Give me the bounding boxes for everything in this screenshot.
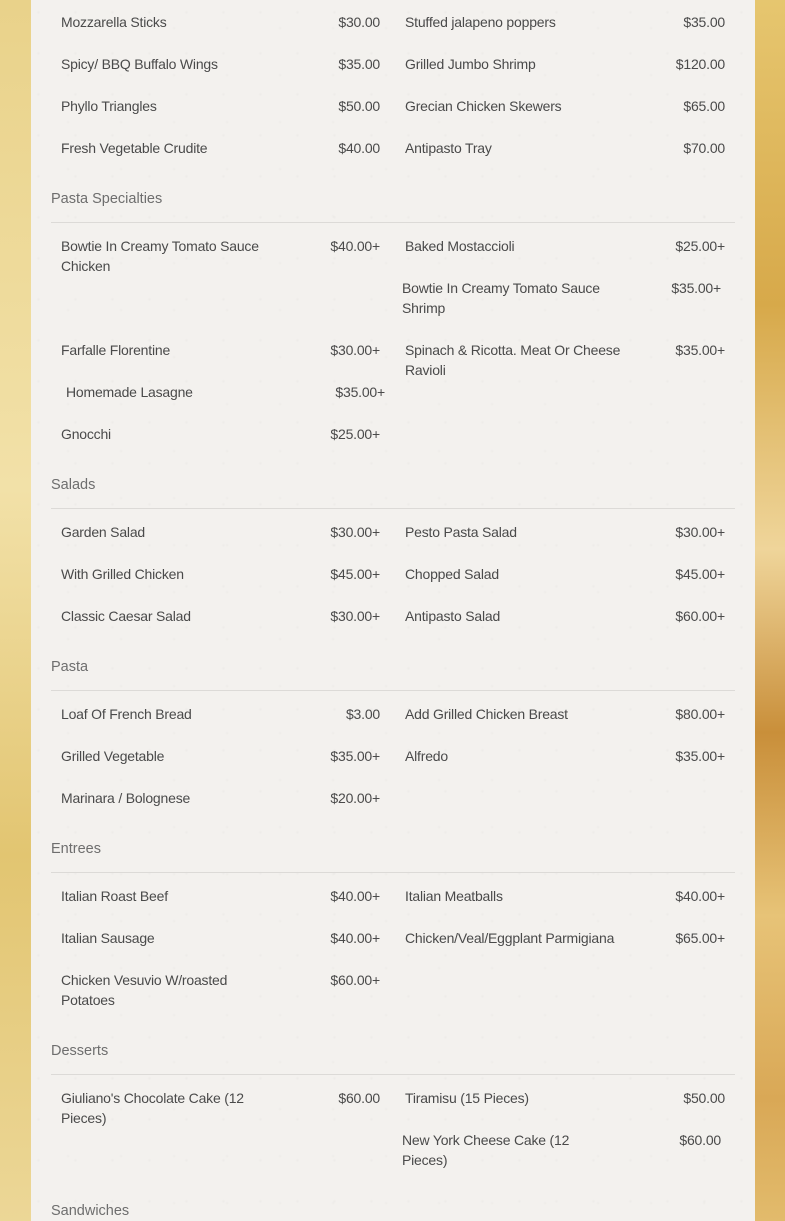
background-right-photo (755, 0, 785, 1221)
menu-item (405, 54, 725, 74)
section-divider (51, 1074, 735, 1075)
menu-item (61, 788, 381, 808)
menu-item (405, 236, 725, 256)
item-name: Grilled Jumbo Shrimp (405, 56, 536, 72)
section-title-entrees: Entrees (51, 841, 101, 857)
item-name: Chopped Salad (405, 566, 499, 582)
item-price: $35.00+ (330, 748, 380, 764)
menu-item (405, 96, 725, 116)
item-name: Bowtie In Creamy Tomato Sauce Chicken (61, 238, 259, 274)
item-name: With Grilled Chicken (61, 566, 184, 582)
section-title-salads: Salads (51, 477, 96, 493)
item-name: Baked Mostaccioli (405, 238, 515, 254)
item-price: $40.00+ (675, 888, 725, 904)
item-name: Spinach & Ricotta. Meat Or Cheese Ravioli (405, 342, 621, 378)
item-price: $70.00 (683, 140, 725, 156)
menu-item (405, 704, 725, 724)
item-name: Antipasto Salad (405, 608, 501, 624)
menu-item (405, 138, 725, 158)
item-name: Fresh Vegetable Crudite (61, 140, 208, 156)
item-price: $60.00+ (675, 608, 725, 624)
item-price: $45.00+ (675, 566, 725, 582)
section-title-pasta-specialties: Pasta Specialties (51, 191, 163, 207)
item-price: $45.00+ (330, 566, 380, 582)
item-price: $40.00 (338, 140, 380, 156)
item-price: $50.00 (338, 98, 380, 114)
menu-item (61, 886, 381, 906)
menu-item (61, 340, 381, 360)
item-price: $35.00+ (675, 342, 725, 358)
menu-panel (31, 0, 755, 1221)
menu-item (61, 704, 381, 724)
item-price: $3.00 (345, 706, 380, 722)
item-price: $80.00+ (675, 706, 725, 722)
item-name: Pesto Pasta Salad (405, 524, 517, 540)
menu-item (405, 12, 725, 32)
item-price: $25.00+ (675, 238, 725, 254)
item-name: Marinara / Bolognese (61, 790, 191, 806)
item-name: Alfredo (405, 748, 448, 764)
item-price: $20.00+ (330, 790, 380, 806)
menu-item (405, 606, 725, 626)
item-price: $40.00+ (330, 238, 380, 254)
item-name: Homemade Lasagne (66, 384, 193, 400)
section-title-pasta: Pasta (51, 659, 89, 675)
item-name: Grilled Vegetable (61, 748, 165, 764)
item-name: Garden Salad (61, 524, 145, 540)
item-name: Chicken Vesuvio W/roasted Potatoes (61, 972, 228, 1008)
item-price: $120.00 (675, 56, 725, 72)
menu-item (405, 886, 725, 906)
menu-item (61, 564, 381, 584)
item-price: $30.00+ (675, 524, 725, 540)
item-price: $30.00+ (330, 608, 380, 624)
item-name: Spicy/ BBQ Buffalo Wings (61, 56, 218, 72)
menu-item (405, 340, 725, 380)
item-name: Stuffed jalapeno poppers (405, 14, 556, 30)
menu-item (61, 12, 381, 32)
item-price: $50.00 (683, 1090, 725, 1106)
item-price: $40.00+ (330, 888, 380, 904)
item-name: Italian Roast Beef (61, 888, 168, 904)
menu-item (61, 424, 381, 444)
menu-item (61, 138, 381, 158)
menu-item (405, 928, 725, 948)
menu-item (405, 1088, 725, 1108)
item-price: $35.00+ (671, 280, 721, 296)
item-name: New York Cheese Cake (12 Pieces) (402, 1132, 570, 1168)
item-price: $35.00+ (335, 384, 385, 400)
section-divider (51, 222, 735, 223)
item-name: Farfalle Florentine (61, 342, 171, 358)
item-price: $30.00 (338, 14, 380, 30)
background-left-photo (0, 0, 31, 1221)
item-name: Tiramisu (15 Pieces) (405, 1090, 529, 1106)
menu-item (405, 746, 725, 766)
item-name: Chicken/Veal/Eggplant Parmigiana (405, 930, 615, 946)
menu-item (61, 970, 381, 1010)
menu-item (61, 746, 381, 766)
item-price: $35.00+ (675, 748, 725, 764)
item-name: Mozzarella Sticks (61, 14, 167, 30)
item-name: Add Grilled Chicken Breast (405, 706, 568, 722)
item-price: $30.00+ (330, 342, 380, 358)
menu-item (405, 522, 725, 542)
item-name: Phyllo Triangles (61, 98, 157, 114)
item-price: $65.00 (683, 98, 725, 114)
item-price: $60.00+ (330, 972, 380, 988)
menu-item (61, 928, 381, 948)
item-name: Giuliano's Chocolate Cake (12 Pieces) (61, 1090, 244, 1126)
item-price: $35.00 (338, 56, 380, 72)
menu-item (61, 1088, 381, 1128)
menu-item (61, 522, 381, 542)
item-price: $65.00+ (675, 930, 725, 946)
section-divider (51, 508, 735, 509)
item-price: $40.00+ (330, 930, 380, 946)
item-name: Loaf Of French Bread (61, 706, 192, 722)
item-price: $35.00 (683, 14, 725, 30)
item-name: Grecian Chicken Skewers (405, 98, 562, 114)
menu-item (61, 606, 381, 626)
menu-item (402, 278, 722, 318)
item-price: $25.00+ (330, 426, 380, 442)
item-name: Classic Caesar Salad (61, 608, 191, 624)
section-title-desserts: Desserts (51, 1043, 109, 1059)
menu-item (66, 382, 386, 402)
section-title-sandwiches: Sandwiches (51, 1203, 130, 1219)
menu-item (405, 564, 725, 584)
item-price: $60.00 (679, 1132, 721, 1148)
menu-item (61, 96, 381, 116)
item-price: $60.00 (338, 1090, 380, 1106)
item-name: Italian Meatballs (405, 888, 503, 904)
item-name: Bowtie In Creamy Tomato Sauce Shrimp (402, 280, 600, 316)
section-divider (51, 690, 735, 691)
item-name: Gnocchi (61, 426, 111, 442)
menu-item (61, 236, 381, 276)
item-name: Antipasto Tray (405, 140, 492, 156)
item-name: Italian Sausage (61, 930, 155, 946)
menu-item (61, 54, 381, 74)
item-price: $30.00+ (330, 524, 380, 540)
menu-item (402, 1130, 722, 1170)
section-divider (51, 872, 735, 873)
